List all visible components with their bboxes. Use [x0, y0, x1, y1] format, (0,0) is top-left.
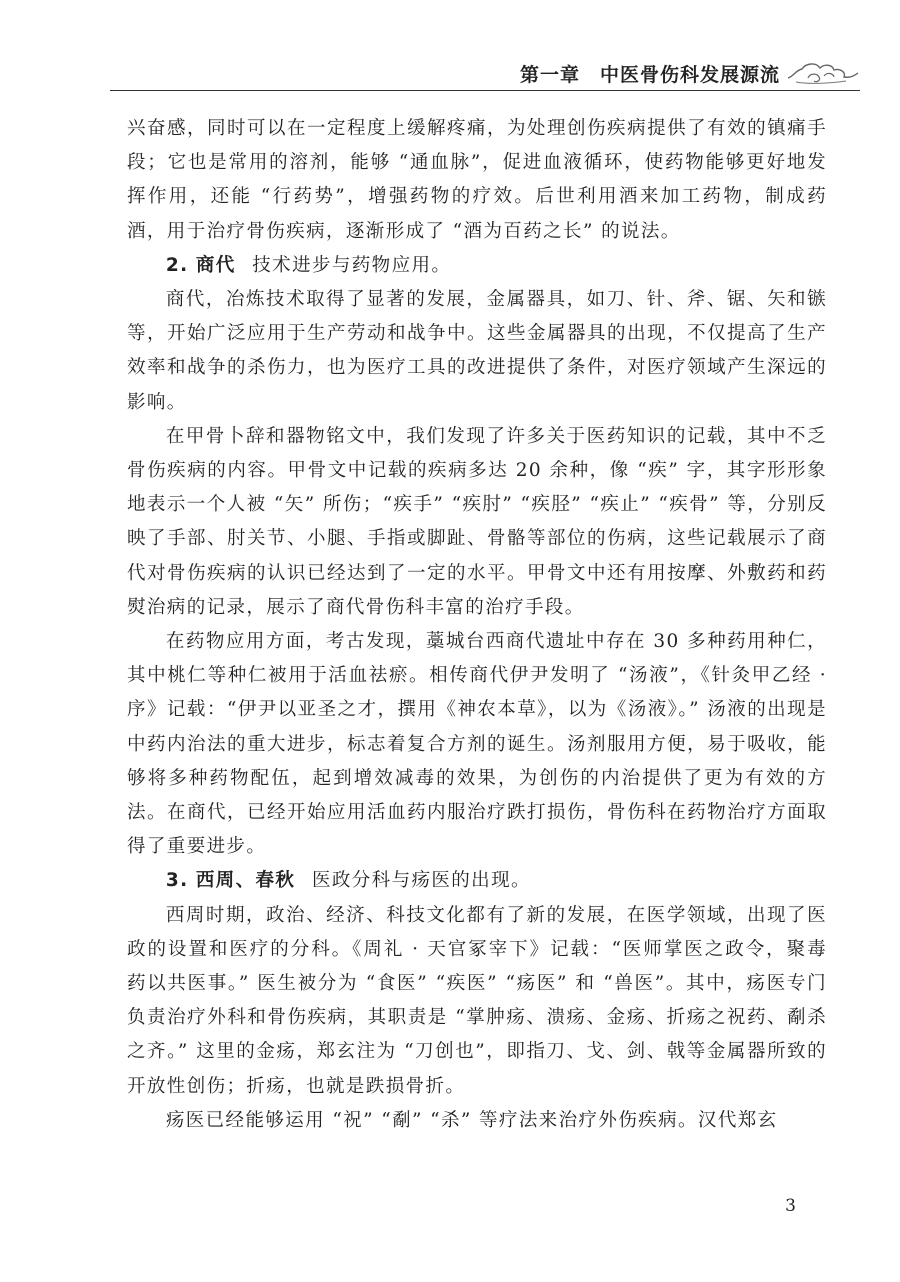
paragraph-4: 在药物应用方面，考古发现，藁城台西商代遗址中存在 30 多种药用种仁，其中桃仁等种仁被用于活血祛瘀。相传商代伊尹发明了 “汤液”，《针灸甲乙经 · 序》记载：“伊尹以亚圣之才，撰用《神农本草》，以为《汤液》。” 汤液的出现是中药内治法的重大进步，标志着复合方剂的诞生。汤剂服用方便，易于吸收，能够将多种药物配伍，起到增效减毒的效果，为创伤的内治提供了更为有效的方法。在商代，已经开始应用活血药内服治疗跌打损伤，骨伤科在药物治疗方面取得了重要进步。 — [127, 631, 827, 858]
paragraph-2: 商代，冶炼技术取得了显著的发展，金属器具，如刀、针、斧、锯、矢和镞等，开始广泛应用于生产劳动和战争中。这些金属器具的出现，不仅提高了生产效率和战争的杀伤力，也为医疗工具的改进提供了条件，对医疗领域产生深远的影响。 — [127, 289, 827, 413]
paragraph-3: 在甲骨卜辞和器物铭文中，我们发现了许多关于医药知识的记载，其中不乏骨伤疾病的内容。甲骨文中记载的疾病多达 20 余种，像 “疾” 字，其字形形象地表示一个人被 “矢” 所伤；“疾手” “疾肘” “疾胫” “疾止” “疾骨” 等，分别反映了手部、肘关节、小腿、手指或脚趾、骨骼等部位的伤病，这些记载展示了商代对骨伤疾病的认识已经达到了一定的水平。甲骨文中还有用按摩、外敷药和药熨治病的记录，展示了商代骨伤科丰富的治疗手段。 — [127, 425, 827, 618]
subheading-text: 技术进步与药物应用。 — [252, 254, 452, 276]
paragraph-5: 西周时期，政治、经济、科技文化都有了新的发展，在医学领域，出现了医政的设置和医疗的分科。《周礼 · 天官冢宰下》记载：“医师掌医之政令，聚毒药以共医事。” 医生被分为 “食医” “疾医” “疡医” 和 “兽医”。其中，疡医专门负责治疗外科和骨伤疾病，其职责是 “掌肿疡、溃疡、金疡、折疡之祝药、劀杀之齐。” 这里的金疡，郑玄注为 “刀创也”，即指刀、戈、剑、戟等金属器所致的开放性创伤；折疡，也就是跌损骨折。 — [127, 904, 827, 1097]
subheading-number: 2. — [165, 254, 189, 276]
subheading-3 — [127, 864, 827, 898]
running-header — [110, 54, 860, 94]
page-number: 3 — [785, 1196, 796, 1216]
subheading-number: 3. — [165, 870, 189, 892]
paragraph-1: 兴奋感，同时可以在一定程度上缓解疼痛，为处理创伤疾病提供了有效的镇痛手段；它也是常用的溶剂，能够 “通血脉”，促进血液循环，使药物能够更好地发挥作用，还能 “行药势”，增强药物的疗效。后世利用酒来加工药物，制成药酒，用于治疗骨伤疾病，逐渐形成了 “酒为百药之长” 的说法。 — [127, 118, 827, 242]
subheading-text: 医政分科与疡医的出现。 — [311, 870, 531, 892]
cloud-ornament-icon — [786, 54, 860, 88]
header-rule — [110, 90, 860, 91]
page-body — [127, 112, 827, 1138]
subheading-2 — [127, 249, 827, 283]
subheading-title: 商代 — [195, 254, 236, 276]
subheading-title: 西周、春秋 — [195, 870, 296, 892]
paragraph-6: 疡医已经能够运用 “祝” “劀” “杀” 等疗法来治疗外伤疾病。汉代郑玄 — [165, 1109, 778, 1131]
chapter-title: 第一章 中医骨伤科发展源流 — [519, 64, 780, 86]
